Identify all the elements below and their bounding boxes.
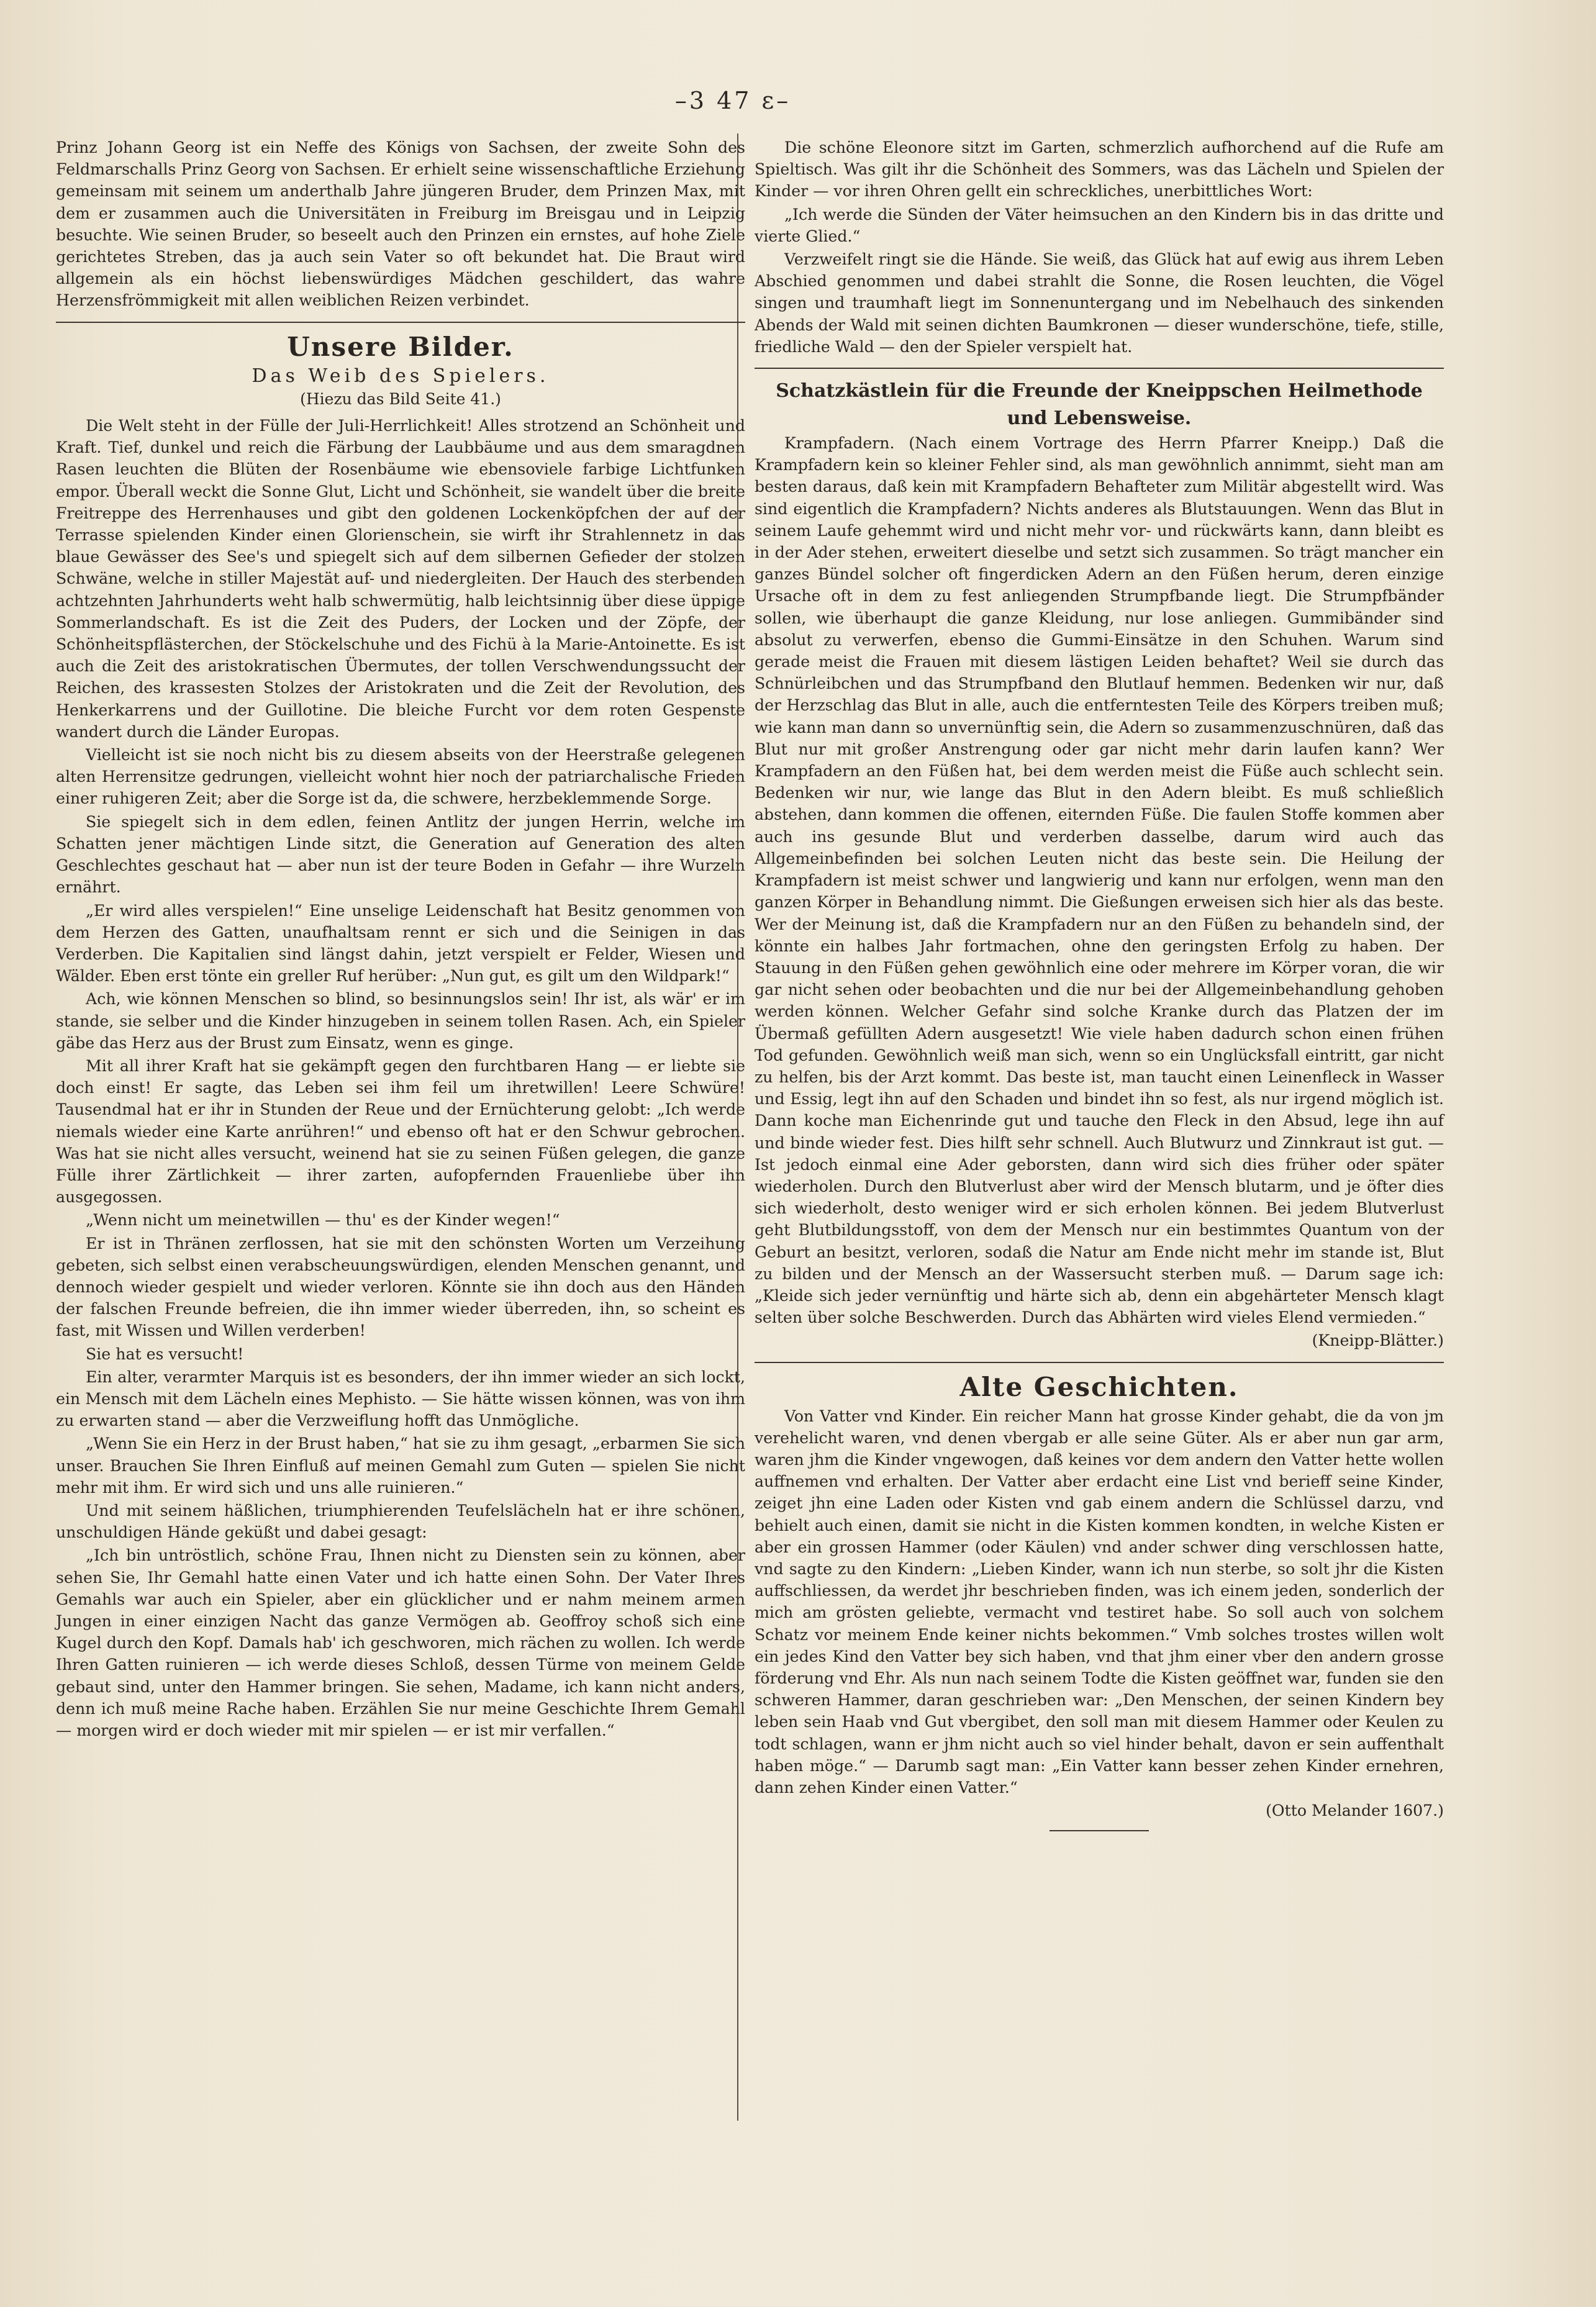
article-paragraph: Er ist in Thränen zerflossen, hat sie mit den schönsten Worten um Verzeihung gebeten, sich selbst einen verabscheuungswürdigen, elenden Menschen genannt, und dennoch wieder gespielt und wieder verloren. Könnte sie ihn doch aus den Händen der falschen Freunde befreien, die ihn immer wieder überreden, ihn, so scheint es fast, mit Wissen und Willen verderben! bbox=[56, 1234, 745, 1340]
article-paragraph: Mit all ihrer Kraft hat sie gekämpft gegen den furchtbaren Hang — er liebte sie doch einst! Er sagte, das Leben sei ihm feil um ihretwillen! Leere Schwüre! Tausendmal hat er ihr in Stunden der Reue und der Ernüchterung gelobt: „Ich werde niemals wieder eine Karte anrühren!“ und ebenso oft hat er den Schwur gebrochen. Was hat sie nicht alles versucht, weinend hat sie zu seinen Füßen gelegen, die ganze Fülle ihrer Zärtlichkeit — ihrer zarten, aufopfernden Frauenliebe über ihn ausgegossen. bbox=[56, 1056, 745, 1207]
article-paragraph: Vielleicht ist sie noch nicht bis zu diesem abseits von der Heerstraße gelegenen alten Herrensitze gedrungen, vielleicht wohnt hier noch der patriarchalische Frieden einer ruhigeren Zeit; aber die Sorge ist da, die schwere, herzbeklemmende Sorge. bbox=[56, 746, 745, 808]
article-paragraph: Ein alter, verarmter Marquis ist es besonders, der ihn immer wieder an sich lockt, ein Mensch mit dem Lächeln eines Mephisto. — Sie hätte wissen können, was von ihm zu erwarten stand — aber die Verzweiflung hofft das Unmögliche. bbox=[56, 1367, 745, 1430]
article-paragraph: Und mit seinem häßlichen, triumphierenden Teufelslächeln hat er ihre schönen, unschuldigen Hände geküßt und dabei gesagt: bbox=[56, 1501, 745, 1542]
article-paragraph: Die Welt steht in der Fülle der Juli-Herrlichkeit! Alles strotzend an Schönheit und Kraft. Tief, dunkel und reich die Färbung der Laubbäume und aus dem smaragdnen Rasen leuchten die Blüten der Rosenbäume wie ebensoviele farbige Lichtfunken empor. Überall weckt die Sonne Glut, Licht und Schönheit, sie wandelt über die breite Freitreppe des Herrenhauses und gibt den goldenen Lockenköpfchen der auf der Terrasse spielenden Kinder einen Glorienschein, sie wirft ihr Strahlennetz in das blaue Gewässer des See's und spiegelt sich auf dem silbernen Gefieder der stolzen Schwäne, welche in stiller Majestät auf- und niedergleiten. Der Hauch des sterbenden achtzehnten Jahrhunderts weht halb schwermütig, halb leichtsinnig über diese üppige Sommerlandschaft. Es ist die Zeit des Puders, der Locken und der Zöpfe, der Schönheitspflästerchen, der Stöckelschuhe und des Fichü à la Marie-Antoinette. Es ist auch die Zeit des aristokratischen Übermutes, der tollen Verschwendungssucht der Reichen, des krassesten Stolzes der Aristokraten und die Zeit der Revolution, des Henkerkarrens und der Guillotine. Die bleiche Furcht vor dem roten Gespenste wandert durch die Länder Europas. bbox=[56, 417, 745, 741]
section-heading-alte-geschichten: Alte Geschichten. bbox=[959, 1371, 1239, 1402]
alte-geschichten-text: Von Vatter vnd Kinder. Ein reicher Mann hat grosse Kinder gehabt, die da von jm verehelicht waren, vnd denen vbergab er alle seine Güter. Als er aber nun gar arm, waren jhm die Kinder vngewogen, daß keines vor dem andern den Vatter hette wollen auffnemen vnd erhalten. Der Vatter aber erdacht eine List vnd berieff seine Kinder, zeiget jhn eine Laden oder Kisten vnd gab einem andern die Schlüssel darzu, vnd behielt auch einen, damit sie nicht in die Kisten kommen kondten, in welche Kisten er aber ein grossen Hammer (oder Käulen) vnd ander schwer ding verschlossen hatte, vnd sagte zu den Kindern: „Lieben Kinder, wann ich nun sterbe, so solt jhr die Kisten auffschliessen, da werdet jhr beschrieben finden, was ich einem jeden, sonderlich der mich am grösten geliebte, vermacht vnd testiret habe. So soll auch von solchem Schatz vor meinem Ende keiner nichts bekommen.“ Vmb solches trostes willen wolt ein jedes Kind den Vatter bey sich haben, vnd that jhm einer vber den andern grosse förderung vnd Ehr. Als nun nach seinem Todte die Kisten geöffnet war, funden sie den schweren Hammer, daran geschrieben war: „Den Menschen, der seinen Kindern bey leben sein Haab vnd Gut vbergibet, den soll man mit diesem Hammer oder Keulen zu todt schlagen, wann er jhm nicht auch so viel hinder behalt, davon er sein auffenthalt haben möge.“ — Darumb sagt man: „Ein Vatter kann besser zehen Kinder ernehren, dann zehen Kinder einen Vatter.“ bbox=[755, 1407, 1444, 1797]
kneipp-article-text: Krampfadern. (Nach einem Vortrage des Herrn Pfarrer Kneipp.) Daß die Krampfadern kein so kleiner Fehler sind, als man gewöhnlich annimmt, sieht man am besten daraus, daß kein mit Krampfadern Behafteter zum Militär abgestellt wird. Was sind eigentlich die Krampfadern? Nichts anderes als Blutstauungen. Wenn das Blut in seinem Laufe gehemmt wird und nicht mehr vor- und rückwärts kann, dann bleibt es in der Ader stehen, erweitert dieselbe und setzt sich zusammen. So trägt mancher ein ganzes Bündel solcher oft fingerdicken Adern an den Füßen herum, deren einzige Ursache oft in dem zu fest anliegenden Strumpfbande liegt. Die Strumpfbänder sollen, wie überhaupt die ganze Kleidung, nur lose anliegen. Gummibänder sind absolut zu verwerfen, ebenso die Gummi-Einsätze in den Schuhen. Warum sind gerade meist die Frauen mit diesem lästigen Leiden behaftet? Weil sie durch das Schnürleibchen und das Strumpfband den Blutlauf hemmen. Bedenken wir nur, daß der Herzschlag das Blut in alle, auch die entferntesten Teile des Körpers treiben muß; wie kann man dann so unvernünftig sein, die Adern so zusammenzuschnüren, daß das Blut nur mit großer Anstrengung oder gar nicht mehr darin laufen kann? Wer Krampfadern an den Füßen hat, bei dem werden meist die Füße auch schlecht sein. Bedenken wir nur, wie lange das Blut in den Adern bleibt. Es muß schließlich abstehen, dann kommen die offenen, eiternden Füße. Die faulen Stoffe kommen aber auch ins gesunde Blut und verderben dasselbe, darum wird auch das Allgemeinbefinden bei solchen Leuten nicht das beste sein. Die Heilung der Krampfadern ist meist schwer und langwierig und kann nur erfolgen, wenn man den ganzen Körper in Behandlung nimmt. Die Gießungen erweisen sich hier als das beste. Wer der Meinung ist, daß die Krampfadern nur an den Füßen zu behandeln sind, der könnte ein halbes Jahr fortmachen, ohne den geringsten Erfolg zu haben. Der Stauung in den Füßen gehen gewöhnlich eine oder mehrere im Körper voran, die wir gar nicht sehen oder beobachten und die nur bei der Allgemeinbehandlung gehoben werden können. Welcher Gefahr sind solche Kranke durch das Platzen der im Übermaß gefüllten Adern ausgesetzt! Wie viele haben dadurch schon einen frühen Tod gefunden. Gewöhnlich weiß man sich, wenn so ein Unglücksfall eintritt, gar nicht zu helfen, bis der Arzt kommt. Das beste ist, man taucht einen Leinenfleck in Wasser und Essig, legt ihn auf den Schaden und bindet ihn so fest, als nur irgend möglich ist. Dann koche man Eichenrinde gut und tauche den Fleck in den Absud, lege ihn auf und binde wieder fest. Dies hilft sehr schnell. Auch Blutwurz und Zinnkraut ist gut. — Ist jedoch einmal eine Ader geborsten, dann wird sich dies früher oder später wiederholen. Durch den Blutverlust aber wird der Mensch blutarm, und je öfter dies sich wiederholt, desto weniger wird er sich erholen können. Bei jedem Blutverlust geht Blutbildungsstoff, von dem der Mensch nur ein bestimmtes Quantum von der Geburt an besitzt, verloren, sodaß die Natur am Ende nicht mehr im stande ist, Blut zu bilden und der Mensch an der Wassersucht sterben muß. — Darum sage ich: „Kleide sich jeder vernünftig und härte sich ab, denn ein abgehärteter Mensch klagt selten über solche Beschwerden. Durch das Abhärten wird vieles Elend vermieden.“ bbox=[755, 434, 1444, 1327]
section-divider bbox=[755, 1362, 1444, 1363]
section-heading-unsere-bilder: Unsere Bilder. bbox=[287, 331, 514, 362]
alte-source: (Otto Melander 1607.) bbox=[1266, 1802, 1444, 1820]
left-column bbox=[56, 137, 745, 1743]
section-divider bbox=[56, 322, 745, 323]
article-paragraph: Sie spiegelt sich in dem edlen, feinen Antlitz der jungen Herrin, welche im Schatten jener mächtigen Linde sitzt, die Generation auf Generation des alten Geschlechtes geschaut hat — aber nun ist der teure Boden in Gefahr — ihre Wurzeln ernährt. bbox=[56, 812, 745, 897]
article-paragraph: Ach, wie können Menschen so blind, so besinnungslos sein! Ihr ist, als wär' er im stande, sie selber und die Kinder hinzugeben in seinem tollen Rasen. Ach, ein Spieler gäbe das Herz aus der Brust zum Einsatz, wenn es ginge. bbox=[56, 990, 745, 1052]
right-column bbox=[755, 137, 1444, 1831]
article-paragraph: „Er wird alles verspielen!“ Eine unselige Leidenschaft hat Besitz genommen von dem Herzen des Gatten, unaufhaltsam rennt er sich und die Seinigen in das Verderben. Die Kapitalien sind längst dahin, jetzt verspielt er Felder, Wiesen und Wälder. Eben erst tönte ein greller Ruf herüber: „Nun gut, es gilt um den Wildpark!“ bbox=[56, 901, 745, 986]
article-paragraph: „Wenn nicht um meinetwillen — thu' es der Kinder wegen!“ bbox=[86, 1211, 560, 1230]
article-paragraph: Verzweifelt ringt sie die Hände. Sie weiß, das Glück hat auf ewig aus ihrem Leben Abschied genommen und dabei strahlt die Sonne, die Rosen leuchten, die Vögel singen und traumhaft liegt im Sonnenuntergang und im Nebelhauch des sinkenden Abends der Wald mit seinen dichten Baumkronen — dieser wunderschöne, tiefe, stille, friedliche Wald — den der Spieler verspielt hat. bbox=[755, 250, 1444, 356]
article-paragraph: „Wenn Sie ein Herz in der Brust haben,“ hat sie zu ihm gesagt, „erbarmen Sie sich unser. Brauchen Sie Ihren Einfluß auf meinen Gemahl zum Guten — spielen Sie nicht mehr mit ihm. Er wird sich und uns alle ruinieren.“ bbox=[56, 1435, 745, 1497]
picture-reference-note: (Hiezu das Bild Seite 41.) bbox=[300, 389, 501, 408]
section-heading-kneipp: Schatzkästlein für die Freunde der Kneippschen Heilmethode und Lebensweise. bbox=[776, 380, 1423, 430]
article-paragraph: „Ich bin untröstlich, schöne Frau, Ihnen nicht zu Diensten sein zu können, aber sehen Sie, Ihr Gemahl hatte einen Vater und ich hatte einen Sohn. Der Vater Ihres Gemahls war auch ein Spieler, aber ein glücklicher und er nahm meinem armen Jungen in einer einzigen Nacht das ganze Vermögen ab. Geoffroy schoß sich eine Kugel durch den Kopf. Damals hab' ich geschworen, mich rächen zu wollen. Ich werde Ihren Gatten ruinieren — ich werde dieses Schloß, dessen Türme von meinem Gelde gebaut sind, unter den Hammer bringen. Sie sehen, Madame, ich kann nicht anders, denn ich muß meine Rache haben. Erzählen Sie nur meine Geschichte Ihrem Gemahl — morgen wird er doch wieder mit mir spielen — er ist mir verfallen.“ bbox=[56, 1546, 745, 1740]
alte-source-line bbox=[755, 1800, 1444, 1821]
article-paragraph: „Ich werde die Sünden der Väter heimsuchen an den Kindern bis in das dritte und vierte Glied.“ bbox=[755, 205, 1444, 245]
section-divider bbox=[755, 368, 1444, 369]
kneipp-source: (Kneipp-Blätter.) bbox=[1312, 1331, 1444, 1350]
prince-paragraph: Prinz Johann Georg ist ein Neffe des Königs von Sachsen, der zweite Sohn des Feldmarschalls Prinz Georg von Sachsen. Er erhielt seine wissenschaftliche Erziehung gemeinsam mit seinem um anderthalb Jahre jüngeren Bruder, dem Prinzen Max, mit dem er zusammen auch die Universitäten in Freiburg im Breisgau und in Leipzig besuchte. Wie seinen Bruder, so beseelt auch den Prinzen ein ernstes, auf hohe Ziele gerichtetes Streben, das ja auch sein Vater so oft bekundet hat. Die Braut wird allgemein als ein höchst liebenswürdiges Mädchen geschildert, das wahre Herzensfrömmigkeit mit allen weiblichen Reizen verbindet. bbox=[56, 138, 745, 310]
end-rule bbox=[1050, 1830, 1149, 1831]
page-number: –3 47 ε– bbox=[674, 87, 791, 114]
article-paragraph: Die schöne Eleonore sitzt im Garten, schmerzlich aufhorchend auf die Rufe am Spieltisch. Was gilt ihr die Schönheit des Sommers, was das Lächeln und Spielen der Kinder — vor ihren Ohren gellt ein schreckliches, unerbittliches Wort: bbox=[755, 138, 1444, 201]
kneipp-source-line bbox=[755, 1330, 1444, 1351]
article-subtitle: Das Weib des Spielers. bbox=[252, 365, 550, 387]
article-paragraph: Sie hat es versucht! bbox=[86, 1344, 244, 1363]
